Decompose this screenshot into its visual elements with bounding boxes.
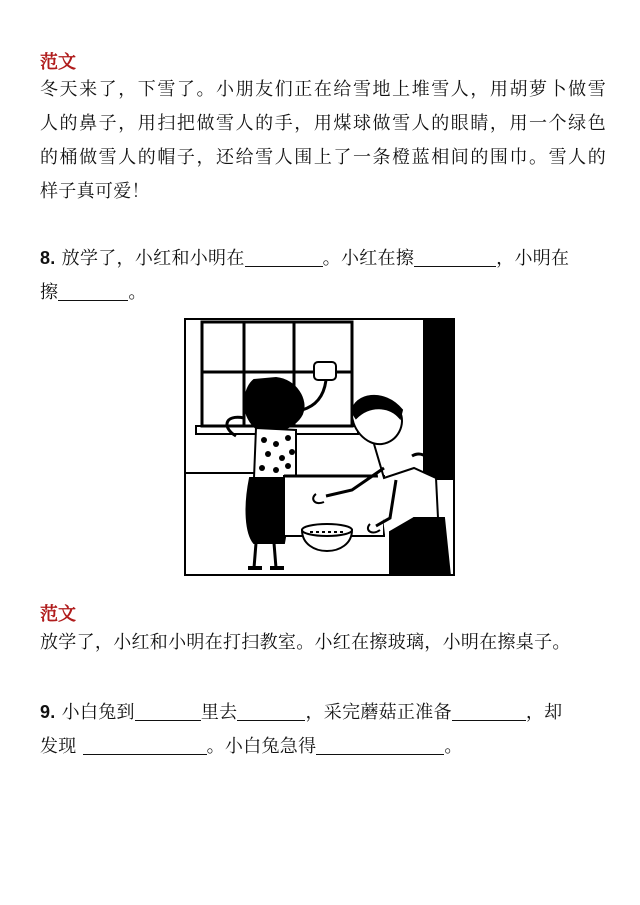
answer-blank[interactable] [452,700,526,721]
question-9-text-4: ，却 [525,702,563,723]
question-8-text-3: ，小明在 [496,248,570,269]
question-9-number: 9. [40,702,56,722]
sample-label-1: 范文 [40,52,76,73]
answer-blank[interactable] [135,700,201,721]
question-8-text-4: 擦 [40,282,59,303]
sample-1-line-3: 的桶做雪人的帽子，还给雪人围上了一条橙蓝相间的围巾。雪人的 [40,147,606,168]
question-9-text-5: 发现 [40,736,77,757]
girl-skirt [247,478,287,543]
answer-blank[interactable] [237,700,305,721]
door [424,319,454,479]
answer-blank[interactable] [316,734,444,755]
sample-1-line-4: 样子真可爱！ [40,181,150,202]
question-8-number: 8. [40,248,56,268]
question-9-text-3: ，采完蘑菇正准备 [305,702,452,723]
question-8-text-2: 。小红在擦 [322,248,415,269]
girl-hair [245,378,304,432]
question-8-text-1: 放学了，小红和小明在 [61,248,245,269]
sample-2-text: 放学了，小红和小明在打扫教室。小红在擦玻璃，小明在擦桌子。 [40,632,571,653]
sample-label-2: 范文 [40,604,76,625]
sample-1-line-2: 人的鼻子，用扫把做雪人的手，用煤球做雪人的眼睛，用一个绿色 [40,113,606,134]
question-9-line-1 [40,699,606,726]
question-9-text-7: 。 [444,736,463,757]
question-9-text-2: 里去 [200,702,238,723]
question-9-text-1: 小白兔到 [61,702,135,723]
answer-blank[interactable] [83,734,207,755]
question-9-text-6: 。小白兔急得 [206,736,317,757]
answer-blank[interactable] [58,280,128,301]
cleaning-illustration [184,318,455,576]
question-8-line-1 [40,245,606,272]
sample-1-line-1: 冬天来了，下雪了。小朋友们正在给雪地上堆雪人，用胡萝卜做雪 [40,79,606,100]
boy-pants [390,518,450,576]
question-8-line-2 [40,280,606,306]
question-9-line-2 [40,734,606,760]
question-8-text-5: 。 [128,282,147,303]
answer-blank[interactable] [414,246,496,267]
answer-blank[interactable] [245,246,323,267]
cloth [314,362,336,380]
